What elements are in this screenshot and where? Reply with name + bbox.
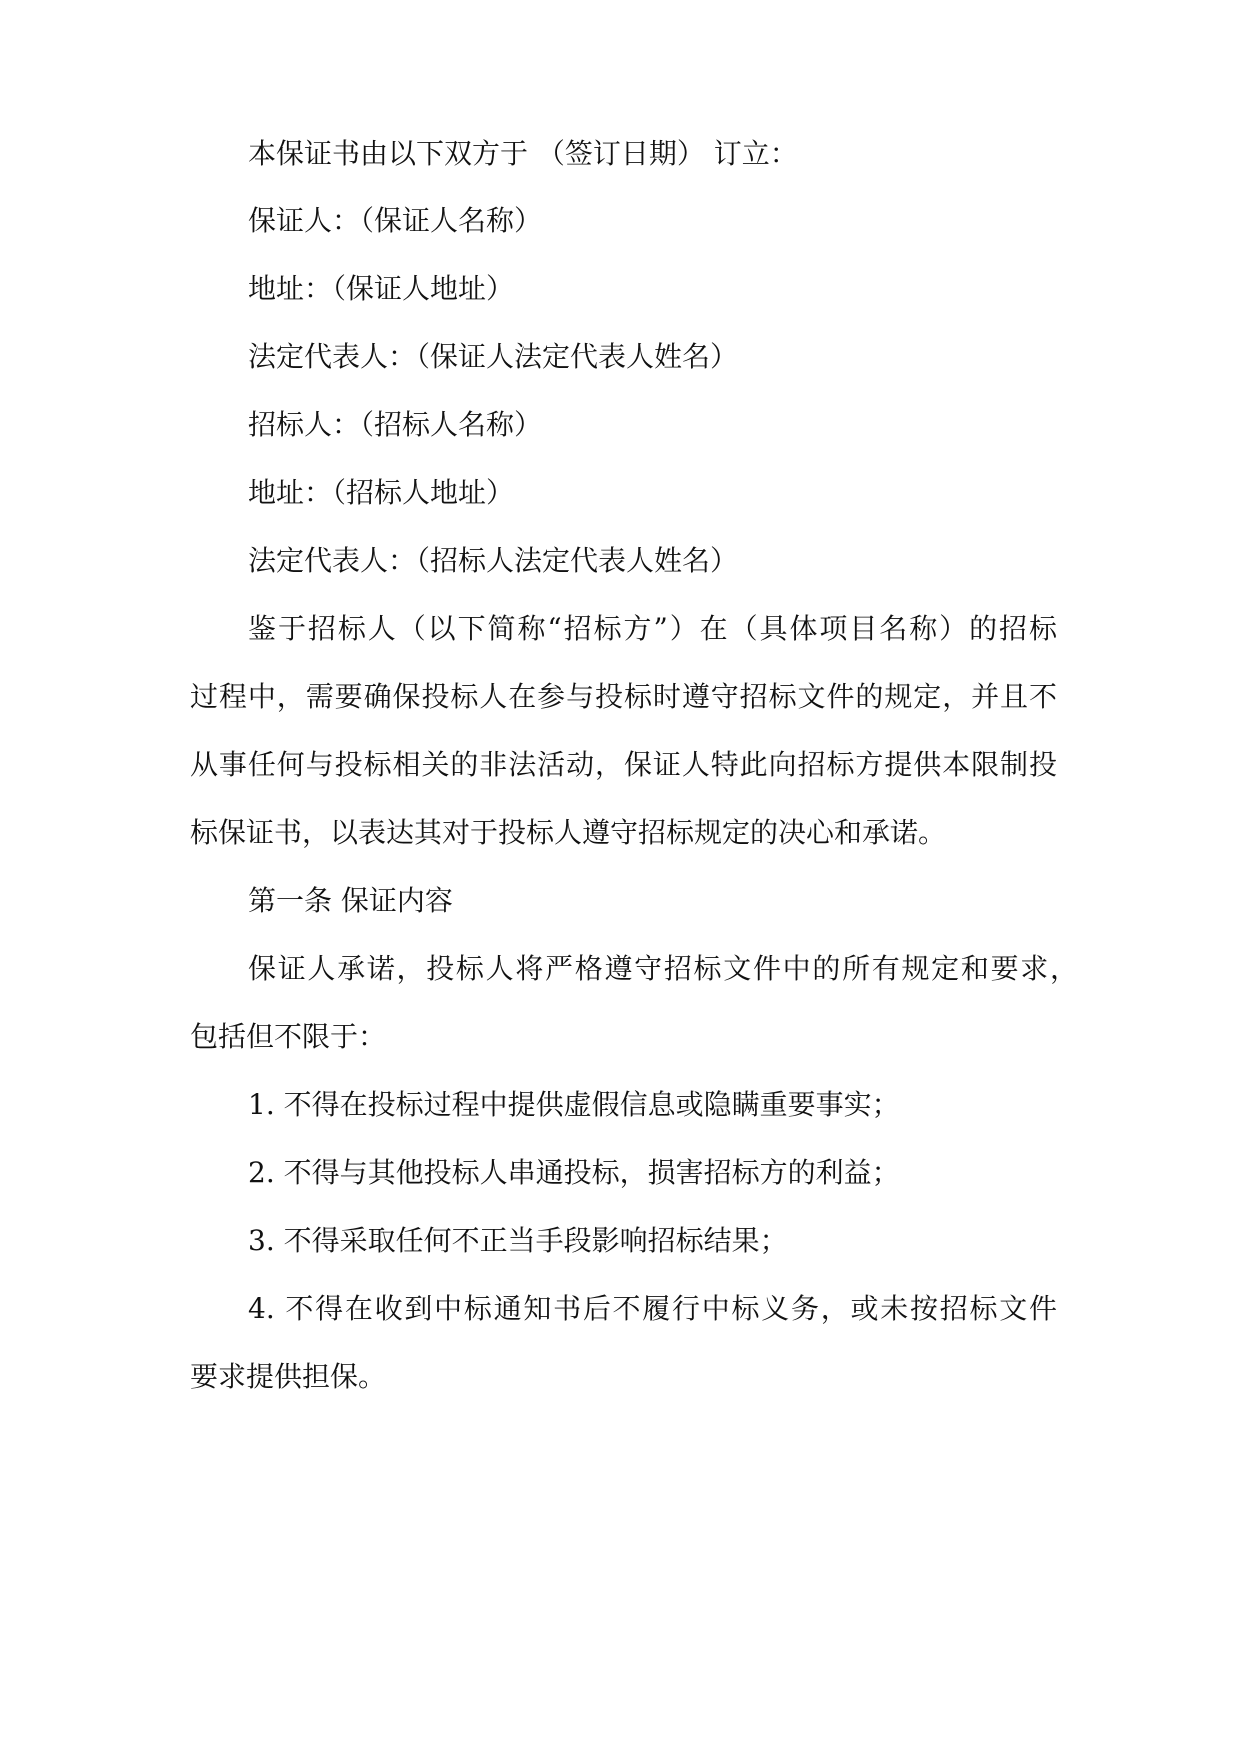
tenderer-address: 地址：（招标人地址） <box>248 476 515 509</box>
whereas-line-4: 标保证书，以表达其对于投标人遵守招标规定的决心和承诺。 <box>190 816 947 849</box>
list-item-1: 1. 不得在投标过程中提供虚假信息或隐瞒重要事实； <box>248 1088 900 1121</box>
tenderer-representative: 法定代表人：（招标人法定代表人姓名） <box>248 544 739 577</box>
tenderer-name: 招标人：（招标人名称） <box>248 408 543 441</box>
guarantor-name: 保证人：（保证人名称） <box>248 204 543 237</box>
list-item-4-line-2: 要求提供担保。 <box>190 1360 387 1393</box>
list-item-2: 2. 不得与其他投标人串通投标，损害招标方的利益； <box>248 1156 900 1189</box>
whereas-line-2: 过程中，需要确保投标人在参与投标时遵守招标文件的规定，并且不 <box>190 680 1057 713</box>
guarantor-address: 地址：（保证人地址） <box>248 272 515 305</box>
whereas-line-1: 鉴于招标人（以下简称“招标方”）在（具体项目名称）的招标 <box>248 612 1057 645</box>
article-1-title: 第一条 保证内容 <box>248 884 453 917</box>
list-item-4-line-1: 4. 不得在收到中标通知书后不履行中标义务，或未按招标文件 <box>248 1292 1057 1325</box>
article-1-body-line-2: 包括但不限于： <box>190 1020 387 1053</box>
whereas-line-3: 从事任何与投标相关的非法活动，保证人特此向招标方提供本限制投 <box>190 748 1057 781</box>
article-1-body-line-1: 保证人承诺，投标人将严格遵守招标文件中的所有规定和要求， <box>248 952 1078 985</box>
guarantor-representative: 法定代表人：（保证人法定代表人姓名） <box>248 340 739 373</box>
intro-line: 本保证书由以下双方于 （签订日期） 订立： <box>248 137 798 170</box>
list-item-3: 3. 不得采取任何不正当手段影响招标结果； <box>248 1224 788 1257</box>
